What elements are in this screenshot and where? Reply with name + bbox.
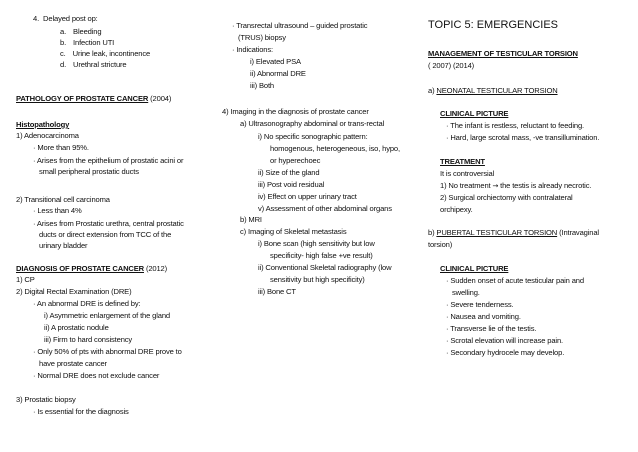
list-item: 2) Surgical orchiectomy with contralateral <box>440 193 573 202</box>
list-item: · More than 95%. <box>33 143 89 152</box>
diagnosis-heading: DIAGNOSIS OF PROSTATE CANCER (2012) <box>16 264 168 273</box>
list-item: · Scrotal elevation will increase pain. <box>446 336 563 345</box>
list-item: · Severe tenderness. <box>446 300 514 309</box>
list-item: 2) Transitional cell carcinoma <box>16 195 110 204</box>
topic-title: TOPIC 5: EMERGENCIES <box>428 19 558 31</box>
list-item: · Sudden onset of acute testicular pain and <box>446 276 584 285</box>
list-item: ii) Size of the gland <box>258 168 320 177</box>
treatment-heading: TREATMENT <box>440 157 485 166</box>
section-heading: MANAGEMENT OF TESTICULAR TORSION <box>428 49 578 58</box>
list-item: · Only 50% of pts with abnormal DRE prove to <box>33 347 182 356</box>
list-item: i) Elevated PSA <box>250 57 301 66</box>
list-item: · Arises from Prostatic urethra, central prostatic <box>33 219 184 228</box>
list-item: iv) Effect on upper urinary tract <box>258 192 357 201</box>
list-item: b. Infection UTI <box>60 38 115 47</box>
list-item: · Transrectal ultrasound – guided prostatic <box>232 21 368 30</box>
list-item: · Transverse lie of the testis. <box>446 324 537 333</box>
list-item: ii) Conventional Skeletal radiography (low <box>258 263 392 272</box>
list-item: · Nausea and vomiting. <box>446 312 521 321</box>
list-item: have prostate cancer <box>39 359 107 368</box>
list-item: specificity- high false +ve result) <box>270 251 373 260</box>
list-item: · An abnormal DRE is defined by: <box>33 299 141 308</box>
list-item: v) Assessment of other abdominal organs <box>258 204 392 213</box>
list-item: 1) No treatment → the testis is already necrotic. <box>440 181 592 190</box>
delayed-postop-item: 4. Delayed post op: <box>33 14 98 23</box>
right-arrow-icon: → <box>492 182 499 190</box>
list-item: 2) Digital Rectal Examination (DRE) <box>16 287 132 296</box>
list-item: iii) Both <box>250 81 274 90</box>
list-item: · Indications: <box>232 45 273 54</box>
clinical-picture-heading: CLINICAL PICTURE <box>440 109 509 118</box>
list-item: c) Imaging of Skeletal metastasis <box>240 227 347 236</box>
list-item: · Less than 4% <box>33 206 82 215</box>
list-item: swelling. <box>452 288 480 297</box>
list-item: 1) Adenocarcinoma <box>16 131 79 140</box>
list-item: 1) CP <box>16 275 35 284</box>
list-item: · Is essential for the diagnosis <box>33 407 129 416</box>
list-item: · Arises from the epithelium of prostatic acini or <box>33 156 184 165</box>
list-item: b) MRI <box>240 215 262 224</box>
histopathology-heading: Histopathology <box>16 120 70 129</box>
year-note: ( 2007) (2014) <box>428 61 475 70</box>
list-item: d. Urethral stricture <box>60 60 127 69</box>
list-item: small peripheral prostatic ducts <box>39 167 139 176</box>
list-item: 4) Imaging in the diagnosis of prostate cancer <box>222 107 369 116</box>
pathology-heading: PATHOLOGY OF PROSTATE CANCER (2004) <box>16 94 172 103</box>
list-item: It is controversial <box>440 169 495 178</box>
list-item: homogenous, heterogeneous, iso, hypo, <box>270 144 400 153</box>
list-item: a) Ultrasonography abdominal or trans-rectal <box>240 119 385 128</box>
list-item: iii) Post void residual <box>258 180 325 189</box>
list-item: · Normal DRE does not exclude cancer <box>33 371 160 380</box>
list-item: (TRUS) biopsy <box>238 33 286 42</box>
clinical-picture-heading: CLINICAL PICTURE <box>440 264 509 273</box>
list-item: ii) Abnormal DRE <box>250 69 306 78</box>
list-item: 3) Prostatic biopsy <box>16 395 76 404</box>
list-item: c. Urine leak, incontinence <box>60 49 151 58</box>
list-item: i) Asymmetric enlargement of the gland <box>44 311 170 320</box>
list-item: i) No specific sonographic pattern: <box>258 132 368 141</box>
list-item: iii) Bone CT <box>258 287 296 296</box>
list-item: urinary bladder <box>39 241 88 250</box>
list-item: · The infant is restless, reluctant to feeding. <box>446 121 585 130</box>
list-item: · Secondary hydrocele may develop. <box>446 348 565 357</box>
list-item: orchipexy. <box>440 205 473 214</box>
list-item: iii) Firm to hard consistency <box>44 335 133 344</box>
list-item: torsion) <box>428 240 453 249</box>
list-item: ii) A prostatic nodule <box>44 323 109 332</box>
list-item: sensitivity but high specificity) <box>270 275 365 284</box>
list-item: a. Bleeding <box>60 27 102 36</box>
list-item: or hyperechoec <box>270 156 321 165</box>
section-heading: a) NEONATAL TESTICULAR TORSION <box>428 86 558 95</box>
list-item: · Hard, large scrotal mass, -ve transillumination. <box>446 133 600 142</box>
list-item: i) Bone scan (high sensitivity but low <box>258 239 375 248</box>
list-item: ducts or direct extension from TCC of the <box>39 230 172 239</box>
section-heading: b) PUBERTAL TESTICULAR TORSION (Intravaginal <box>428 228 599 237</box>
